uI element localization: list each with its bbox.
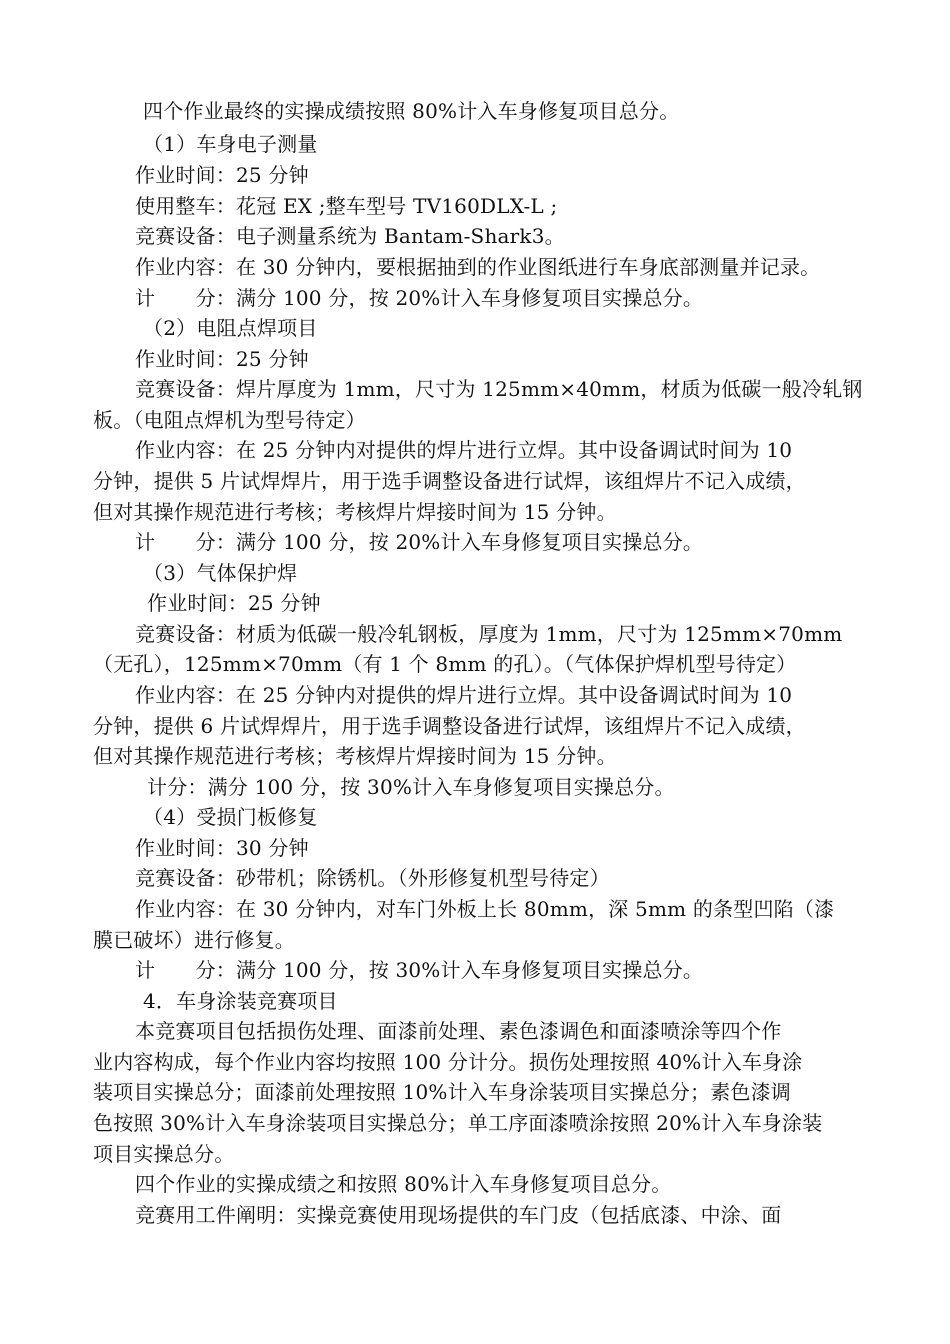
paragraph-line: 作业内容：在 30 分钟内，要根据抽到的作业图纸进行车身底部测量并记录。 xyxy=(135,255,821,279)
paragraph-line: 作业时间：25 分钟 xyxy=(135,347,309,371)
paragraph-line: 分钟，提供 6 片试焊焊片，用于选手调整设备进行试焊，该组焊片不记入成绩， xyxy=(93,714,806,738)
paragraph-line: 计分：满分 100 分，按 30%计入车身修复项目实操总分。 xyxy=(147,775,675,799)
paragraph-line: 竞赛设备：材质为低碳一般冷轧钢板，厚度为 1mm，尺寸为 125mm×70mm xyxy=(135,622,843,646)
paragraph-line: 计 分：满分 100 分，按 20%计入车身修复项目实操总分。 xyxy=(135,286,704,310)
section-heading: （4）受损门板修复 xyxy=(143,805,318,829)
paragraph-line: 使用整车：花冠 EX ;整车型号 TV160DLX-L ; xyxy=(135,194,558,218)
paragraph-line: 竞赛设备：砂带机；除锈机。（外形修复机型号待定） xyxy=(135,866,610,890)
paragraph-line: 四个作业最终的实操成绩按照 80%计入车身修复项目总分。 xyxy=(143,99,680,123)
paragraph-line: 但对其操作规范进行考核；考核焊片焊接时间为 15 分钟。 xyxy=(93,500,617,524)
paragraph-line: 作业内容：在 25 分钟内对提供的焊片进行立焊。其中设备调试时间为 10 xyxy=(135,683,793,707)
paragraph-line: 四个作业的实操成绩之和按照 80%计入车身修复项目总分。 xyxy=(135,1172,672,1196)
paragraph-line: 装项目实操总分；面漆前处理按照 10%计入车身涂装项目实操总分；素色漆调 xyxy=(93,1080,792,1104)
paragraph-line: 本竞赛项目包括损伤处理、面漆前处理、素色漆调色和面漆喷涂等四个作 xyxy=(135,1019,782,1043)
paragraph-line: 分钟，提供 5 片试焊焊片，用于选手调整设备进行试焊，该组焊片不记入成绩， xyxy=(93,469,806,493)
paragraph-line: 作业时间：25 分钟 xyxy=(135,163,309,187)
paragraph-line: （无孔），125mm×70mm（有 1 个 8mm 的孔）。（气体保护焊机型号待定） xyxy=(93,652,797,676)
paragraph-line: 色按照 30%计入车身涂装项目实操总分；单工序面漆喷涂按照 20%计入车身涂装 xyxy=(93,1111,823,1135)
paragraph-line: 作业时间：30 分钟 xyxy=(135,836,309,860)
section-heading: （2）电阻点焊项目 xyxy=(143,316,318,340)
paragraph-line: 项目实操总分。 xyxy=(93,1142,235,1166)
paragraph-line: 竞赛用工件阐明：实操竞赛使用现场提供的车门皮（包括底漆、中涂、面 xyxy=(135,1203,782,1227)
paragraph-line: 作业时间：25 分钟 xyxy=(147,591,321,615)
section-heading: （3）气体保护焊 xyxy=(143,561,298,585)
section-heading: 4．车身涂装竞赛项目 xyxy=(143,989,338,1013)
paragraph-line: 板。（电阻点焊机为型号待定） xyxy=(93,408,366,432)
paragraph-line: 但对其操作规范进行考核；考核焊片焊接时间为 15 分钟。 xyxy=(93,744,617,768)
section-heading: （1）车身电子测量 xyxy=(143,132,318,156)
paragraph-line: 计 分：满分 100 分，按 20%计入车身修复项目实操总分。 xyxy=(135,530,704,554)
paragraph-line: 竞赛设备：电子测量系统为 Bantam-Shark3。 xyxy=(135,224,565,248)
paragraph-line: 业内容构成，每个作业内容均按照 100 分计分。损伤处理按照 40%计入车身涂 xyxy=(93,1050,803,1074)
paragraph-line: 计 分：满分 100 分，按 30%计入车身修复项目实操总分。 xyxy=(135,958,704,982)
paragraph-line: 膜已破坏）进行修复。 xyxy=(93,928,295,952)
paragraph-line: 作业内容：在 25 分钟内对提供的焊片进行立焊。其中设备调试时间为 10 xyxy=(135,438,793,462)
paragraph-line: 竞赛设备：焊片厚度为 1mm，尺寸为 125mm×40mm，材质为低碳一般冷轧钢 xyxy=(135,377,863,401)
paragraph-line: 作业内容：在 30 分钟内，对车门外板上长 80mm，深 5mm 的条型凹陷（漆 xyxy=(135,897,835,921)
